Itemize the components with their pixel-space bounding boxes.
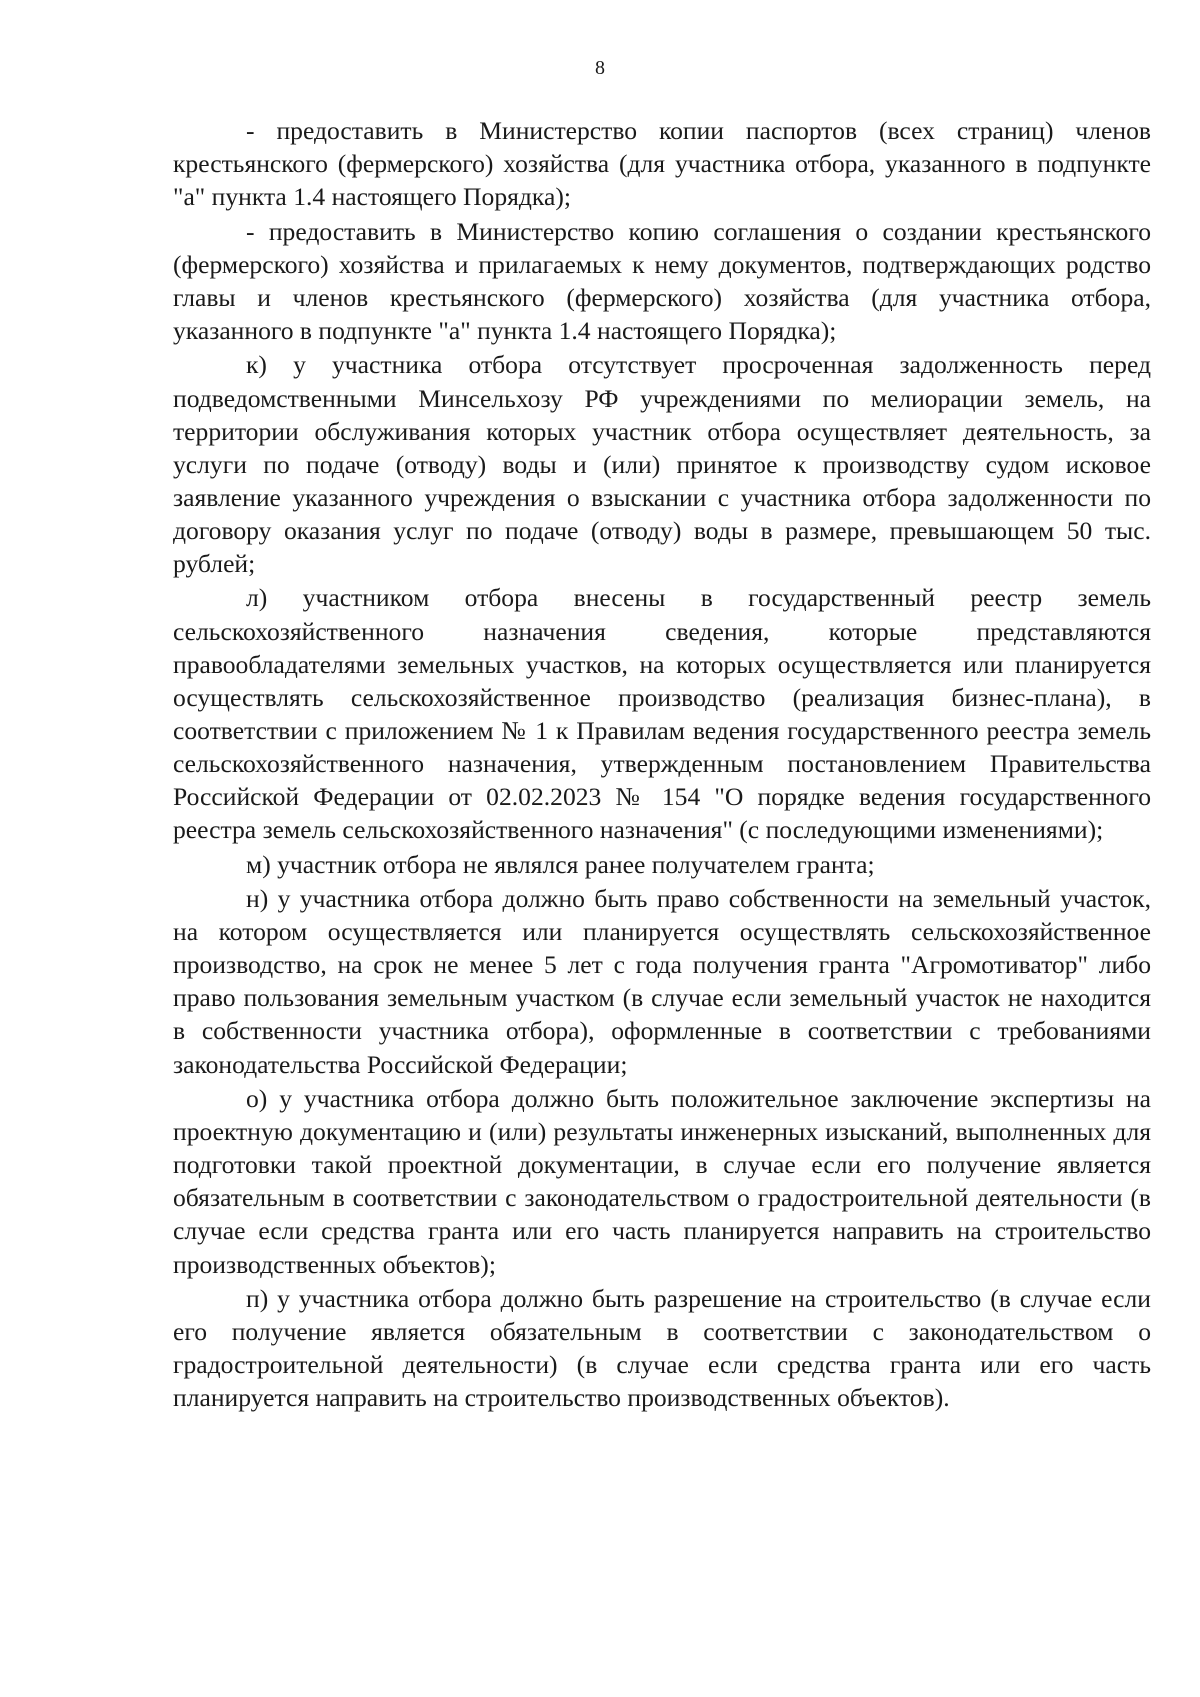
paragraph-passport-copies: - предоставить в Министерство копии паспортов (всех страниц) членов крестьянского (фермерского) хозяйства (для участника отбора, указанного в подпункте "а" пункта 1.4 настоящего Порядка); xyxy=(173,116,1151,212)
page-number: 8 xyxy=(595,57,605,79)
paragraph-item-o: о) у участника отбора должно быть положительное заключение экспертизы на проектную документацию и (или) результаты инженерных изысканий, выполненных для подготовки такой проектной документации, в случае если его получение является обязательным в соответствии с законодательством о градостроительной деятельности (в случае если средства гранта или его часть планируется направить на строительство производственных объектов); xyxy=(173,1084,1151,1279)
paragraph-item-m: м) участник отбора не являлся ранее получателем гранта; xyxy=(246,849,875,879)
paragraph-item-k: к) у участника отбора отсутствует просроченная задолженность перед подведомственными Минсельхозу РФ учреждениями по мелиорации земель, на территории обслуживания которых участник отбора осуществляет деятельность, за услуги по подаче (отводу) воды и (или) принятое к производству судом исковое заявление указанного учреждения о взыскании с участника отбора задолженности по договору оказания услуг по подаче (отводу) воды в размере, превышающем 50 тыс. рублей; xyxy=(173,350,1151,578)
paragraph-item-n: н) у участника отбора должно быть право собственности на земельный участок, на котором осуществляется или планируется осуществлять сельскохозяйственное производство, на срок не менее 5 лет с года получения гранта "Агромотиватор" либо право пользования земельным участком (в случае если земельный участок не находится в собственности участника отбора), оформленные в соответствии с требованиями законодательства Российской Федерации; xyxy=(173,884,1151,1079)
paragraph-agreement-copy: - предоставить в Министерство копию соглашения о создании крестьянского (фермерского) хозяйства и прилагаемых к нему документов, подтверждающих родство главы и членов крестьянского (фермерского) хозяйства (для участника отбора, указанного в подпункте "а" пункта 1.4 настоящего Порядка); xyxy=(173,216,1151,345)
paragraph-item-p: п) у участника отбора должно быть разрешение на строительство (в случае если его получение является обязательным в соответствии с законодательством о градостроительной деятельности) (в случае если средства гранта или его часть планируется направить на строительство производственных объектов). xyxy=(173,1284,1151,1413)
document-body xyxy=(173,114,1151,1416)
paragraph-item-l: л) участником отбора внесены в государственный реестр земель сельскохозяйственного назначения сведения, которые представляются правообладателями земельных участков, на которых осуществляется или планируется осуществлять сельскохозяйственное производство (реализация бизнес-плана), в соответствии с приложением № 1 к Правилам ведения государственного реестра земель сельскохозяйственного назначения, утвержденным постановлением Правительства Российской Федерации от 02.02.2023 № 154 "О порядке ведения государственного реестра земель сельскохозяйственного назначения" (с последующими изменениями); xyxy=(173,583,1151,845)
